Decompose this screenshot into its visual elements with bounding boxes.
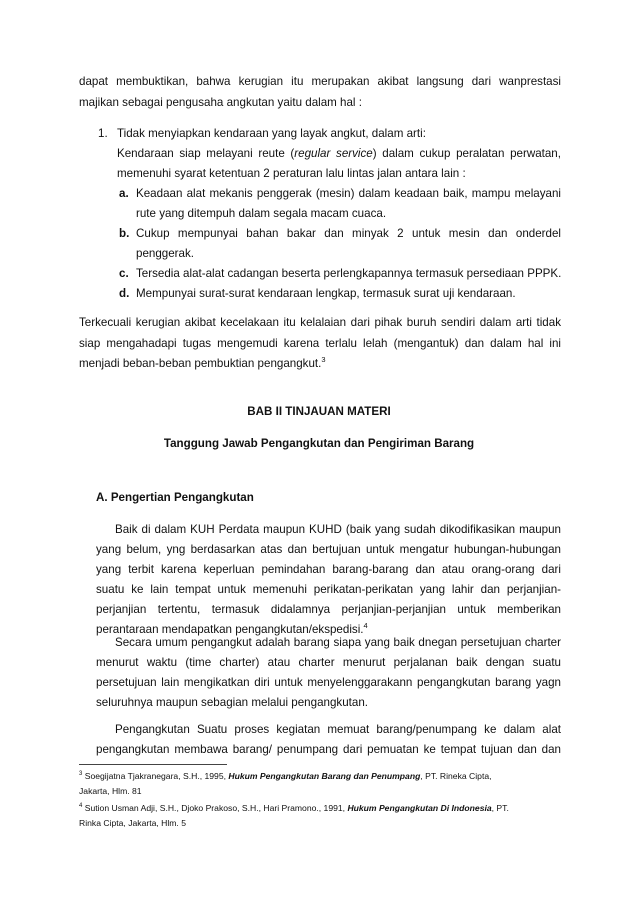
para2-line: menurut waktu (time charter) atau charter menurut perjalanan baik dengan suatu — [96, 656, 561, 669]
section-a-paragraph-1 — [96, 520, 561, 640]
footnote-3-line-2: Jakarta, Hlm. 81 — [79, 786, 142, 796]
sub-item-letter: d. — [119, 287, 130, 300]
exception-line-3: menjadi beban-beban pembuktian pengangkut.$^3$ — [79, 355, 326, 370]
intro-line-2: majikan sebagai pengusaha angkutan yaitu dalam hal : — [79, 95, 362, 109]
para2-line: persetujuan lain mengikatkan diri untuk menyelenggarakann pengangkutan barang yagn — [96, 676, 561, 689]
intro-paragraph — [79, 72, 561, 113]
para1-line: yang terbit karena keperluan pemindahan barang-barang dan atau orang-orang dari — [96, 563, 561, 576]
para1-line: yang belum, yng berdasarkan atas dan bertujuan untuk mengatur hubungan-hubungan — [96, 543, 561, 556]
sub-item-d-line-1: Mempunyai surat-surat kendaraan lengkap, termasuk surat uji kendaraan. — [136, 287, 516, 300]
footnote-ref: 4 — [363, 621, 368, 631]
chapter-title: BAB II TINJAUAN MATERI — [247, 405, 391, 418]
footnote-divider — [79, 764, 227, 765]
list-item-title: Tidak menyiapkan kendaraan yang layak angkut, dalam arti: — [117, 127, 426, 140]
sub-item-letter: b. — [119, 227, 130, 240]
footnote-4: $^4$ Sution Usman Adji, S.H., Djoko Prakoso, S.H., Hari Pramono., 1991, Hukum Pengangkutan Di Indonesia, PT. Rinka Cipta, Jakarta, Hlm. 5 — [79, 801, 561, 831]
exception-line-2: siap mengahadapi tugas mengemudi karena terlalu lelah (mengantuk) dan dalam hal ini — [79, 336, 561, 350]
sub-item-c-line-1: Tersedia alat-alat cadangan beserta perlengkapannya termasuk persediaan PPPK. — [136, 267, 562, 280]
section-heading: A. Pengertian Pengangkutan — [96, 491, 254, 504]
section-a-paragraph-2 — [96, 633, 561, 713]
chapter-subtitle: Tanggung Jawab Pengangkutan dan Pengiriman Barang — [163, 437, 475, 450]
list-item-number: 1. — [98, 127, 108, 140]
intro-line-1: dapat membuktikan, bahwa kerugian itu merupakan akibat langsung dari wanprestasi — [79, 75, 561, 88]
sub-item-a-line-1: Keadaan alat mekanis penggerak (mesin) dalam keadaan baik, mampu melayani — [136, 187, 561, 200]
footnote-number: 3 — [79, 771, 83, 778]
list-item-desc-line-1: Kendaraan siap melayani reute (regular service) dalam cukup peralatan perwatan, — [117, 147, 561, 160]
footnote-number: 4 — [79, 803, 83, 810]
sub-item-a-line-2: rute yang ditempuh dalam segala macam cuaca. — [136, 207, 387, 220]
exception-line-1: Terkecuali kerugian akibat kecelakaan itu kelalaian dari pihak buruh sendiri dalam arti tidak — [79, 316, 561, 329]
footnote-ref: 3 — [321, 355, 326, 365]
para2-line: seluruhnya maupun sebagian melalui pengangkutan. — [96, 696, 369, 709]
para2-line: Secara umum pengangkut adalah barang siapa yang baik dnegan persetujuan charter — [115, 636, 561, 649]
footnote-3: $^3$ Soegijatna Tjakranegara, S.H., 1995, Hukum Pengangkutan Barang dan Penumpang, PT. Rineka Cipta, Jakarta, Hlm. 81 — [79, 769, 561, 799]
sub-item-b-line-1: Cukup mempunyai bahan bakar dan minyak 2 untuk mesin dan onderdel — [136, 227, 561, 240]
para3-line: Pengangkutan Suatu proses kegiatan memuat barang/penumpang ke dalam alat — [115, 723, 561, 736]
list-item-desc-line-2: memenuhi syarat ketentuan 2 peraturan lalu lintas jalan antara lain : — [117, 167, 466, 180]
para1-line: perjanjian tertentu, termasuk didalamnya perjanjian-perjanjian untuk memberikan — [96, 603, 561, 616]
exception-paragraph — [79, 313, 561, 375]
para3-line: pengangkutan membawa barang/ penumpang dari pemuatan ke tempat tujuan dan dan — [96, 743, 561, 756]
para1-line: perantaraan mendapatkan pengangkutan/ekspedisi.$^4$ — [96, 621, 368, 636]
sub-item-b-line-2: penggerak. — [136, 247, 195, 260]
sub-item-letter: c. — [119, 267, 129, 280]
sub-item-letter: a. — [119, 187, 129, 200]
section-a-paragraph-3 — [96, 720, 561, 760]
numbered-list — [98, 124, 562, 300]
para1-line: Baik di dalam KUH Perdata maupun KUHD (baik yang sudah dikodifikasikan maupun — [115, 523, 561, 536]
footnote-4-line-2: Rinka Cipta, Jakarta, Hlm. 5 — [79, 818, 186, 828]
para1-line: suatu ke lain tempat untuk memenuhi perikatan-perikatan yang lahir dan perjanjian- — [96, 583, 561, 596]
